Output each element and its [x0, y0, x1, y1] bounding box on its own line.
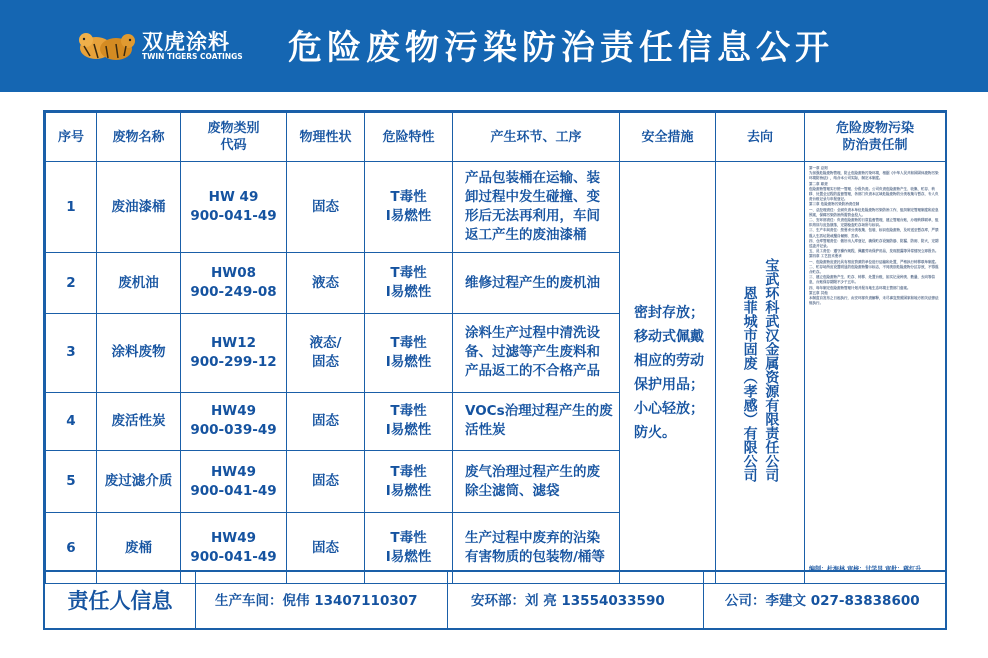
waste-code-category: HW08: [211, 265, 256, 282]
table-row: [46, 162, 946, 253]
waste-code: [181, 162, 287, 253]
waste-code-number: 900-041-49: [190, 549, 277, 566]
waste-code-number: 900-249-08: [190, 284, 277, 301]
destination-company-2: 宝武环科武汉金属资源有限责任公司: [763, 257, 780, 482]
waste-name: 废活性炭: [97, 392, 181, 450]
row-number: 5: [46, 450, 97, 512]
waste-name: 废机油: [97, 253, 181, 313]
row-number: 6: [46, 513, 97, 584]
destination-company-1: 恩菲城市固废（孝感）有限公司: [741, 285, 758, 482]
responsibility-system: [805, 162, 946, 584]
header-cell: 安全措施: [620, 113, 716, 162]
hazard-toxicity: T毒性: [390, 189, 427, 206]
physical-state: 液态/ 固态: [287, 313, 365, 392]
physical-state: 液态: [287, 253, 365, 313]
waste-code: [181, 450, 287, 512]
generation-process: 涂料生产过程中清洗设备、过滤等产生废料和产品返工的不合格产品: [453, 313, 620, 392]
waste-code-category: HW 49: [208, 189, 259, 206]
header-cell: 序号: [46, 113, 97, 162]
hazard-flammability: I易燃性: [385, 284, 432, 301]
header-banner: [0, 0, 988, 92]
waste-name: 废桶: [97, 513, 181, 584]
physical-state: 固态: [287, 450, 365, 512]
hazard-flammability: I易燃性: [385, 482, 432, 499]
generation-process: VOCs治理过程产生的废活性炭: [453, 392, 620, 450]
hazard-property: [365, 392, 453, 450]
generation-process: 生产过程中废弃的沾染有害物质的包装物/桶等: [453, 513, 620, 584]
responsibility-signatures: 编制：杜海林 审核：甘学昱 审批：蒋红升: [809, 566, 922, 573]
header-cell: 产生环节、工序: [453, 113, 620, 162]
company-logo: [76, 26, 246, 66]
hazard-toxicity: T毒性: [390, 265, 427, 282]
workshop-contact: 生产车间：倪伟 13407110307: [215, 593, 418, 609]
twin-tigers-logo-icon: [76, 28, 138, 62]
header-cell-label: 废物类别 代码: [207, 121, 260, 153]
header-cell: [805, 113, 946, 162]
hazard-property: [365, 313, 453, 392]
generation-process: 废气治理过程产生的废除尘滤筒、滤袋: [453, 450, 620, 512]
header-cell: 物理性状: [287, 113, 365, 162]
row-number: 2: [46, 253, 97, 313]
row-number: 4: [46, 392, 97, 450]
brand-name-english: TWIN TIGERS COATINGS: [142, 52, 243, 61]
hazard-flammability: I易燃性: [385, 422, 432, 439]
hazard-flammability: I易燃性: [385, 549, 432, 566]
row-number: 1: [46, 162, 97, 253]
waste-code-number: 900-299-12: [190, 353, 277, 370]
responsible-persons-bar: [45, 570, 945, 630]
table-header-row: [46, 113, 946, 162]
waste-code-number: 900-039-49: [190, 422, 277, 439]
header-cell: [181, 113, 287, 162]
hazard-toxicity: T毒性: [390, 334, 427, 351]
responsibility-fine-print: 第一章 总则 为加强危险废物管理，防止危险废物污染环境，根据《中华人民共和国固体废物污染环境防治法》，结合本公司实际，制定本制度。 第二章 职责 危险废物管理实行统一管理、分级负责。公司负责危险废物产生、收集、贮存、转移、处置全过程的监督管理，各部门负责本区域危险废物的分类收集与暂存，专人负责台账记录与申报登记。 第三章 危险废物污染防治责任制 一、总经理责任：全面负责本单位危险废物污染防治工作，组织制定管理制度和应急预案，保障污染防治所需资金投入。 二、安环部责任：负责危险废物的日常监督管理，建立管理台账，办理转移联单，组织培训与应急演练，定期检查贮存场所与标识。 三、生产车间责任：按要求分类收集、包装、标识危险废物，及时送至暂存库，严禁混入生活垃圾或擅自倾倒、丢弃。 四、仓库管理责任：做好出入库登记，确保贮存设施防渗、防漏、防雨、防火，定期巡查并记录。 五、员工责任：遵守操作规程，佩戴劳动保护用品，发现泄漏等异常情况立即报告。 第四章 工艺技术要求 一、危险废物应委托具有相应资质的单位进行运输和处置，严格执行转移联单制度。 二、贮存场所应设置明显的危险废物警示标志，不同类别危险废物分区存放，不得混合贮存。 三、建立危险废物产生、贮存、转移、处置台账，如实记录种类、数量、去向等信息，台账保存期限不少于五年。 四、每年制定危险废物管理计划并报当地生态环境主管部门备案。 第五章 其他 本制度自发布之日起执行，由安环部负责解释，未尽事宜按照国家和地方相关法律法规执行。: [809, 166, 939, 306]
waste-code: [181, 392, 287, 450]
hazard-property: [365, 450, 453, 512]
physical-state: 固态: [287, 162, 365, 253]
hazard-toxicity: T毒性: [390, 403, 427, 420]
waste-code-number: 900-041-49: [190, 482, 277, 499]
hazard-toxicity: T毒性: [390, 463, 427, 480]
row-number: 3: [46, 313, 97, 392]
hazard-property: [365, 253, 453, 313]
destination: [716, 162, 805, 584]
brand-name: 双虎涂料: [142, 30, 230, 54]
header-cell-label: 危险废物污染 防治责任制: [835, 121, 914, 153]
waste-code: [181, 313, 287, 392]
waste-code: [181, 253, 287, 313]
waste-code-category: HW49: [211, 403, 256, 420]
hazard-flammability: I易燃性: [385, 353, 432, 370]
hazardous-waste-table: [45, 112, 946, 584]
footer-divider: [703, 572, 704, 630]
waste-name: 废油漆桶: [97, 162, 181, 253]
info-sheet: [43, 110, 947, 630]
header-cell: 去向: [716, 113, 805, 162]
waste-code-number: 900-041-49: [190, 208, 277, 225]
waste-code-category: HW49: [211, 530, 256, 547]
physical-state: 固态: [287, 392, 365, 450]
waste-code-category: HW12: [211, 334, 256, 351]
generation-process: 产品包装桶在运输、装卸过程中发生碰撞、变形后无法再利用，车间返工产生的废油漆桶: [453, 162, 620, 253]
waste-name: 废过滤介质: [97, 450, 181, 512]
company-contact: 公司：李建文 027-83838600: [725, 593, 920, 609]
hazard-flammability: I易燃性: [385, 208, 432, 225]
safety-dept-contact: 安环部：刘 亮 13554033590: [471, 593, 665, 609]
safety-measures: 密封存放；移动式佩戴相应的劳动保护用品；小心轻放；防火。: [620, 162, 716, 584]
generation-process: 维修过程产生的废机油: [453, 253, 620, 313]
page-title: 危险废物污染防治责任信息公开: [288, 28, 834, 68]
footer-divider: [447, 572, 448, 630]
header-cell: 废物名称: [97, 113, 181, 162]
physical-state: 固态: [287, 513, 365, 584]
header-cell: 危险特性: [365, 113, 453, 162]
waste-code-category: HW49: [211, 463, 256, 480]
hazard-toxicity: T毒性: [390, 530, 427, 547]
waste-name: 涂料废物: [97, 313, 181, 392]
hazard-property: [365, 162, 453, 253]
responsible-persons-title: 责任人信息: [45, 572, 196, 630]
